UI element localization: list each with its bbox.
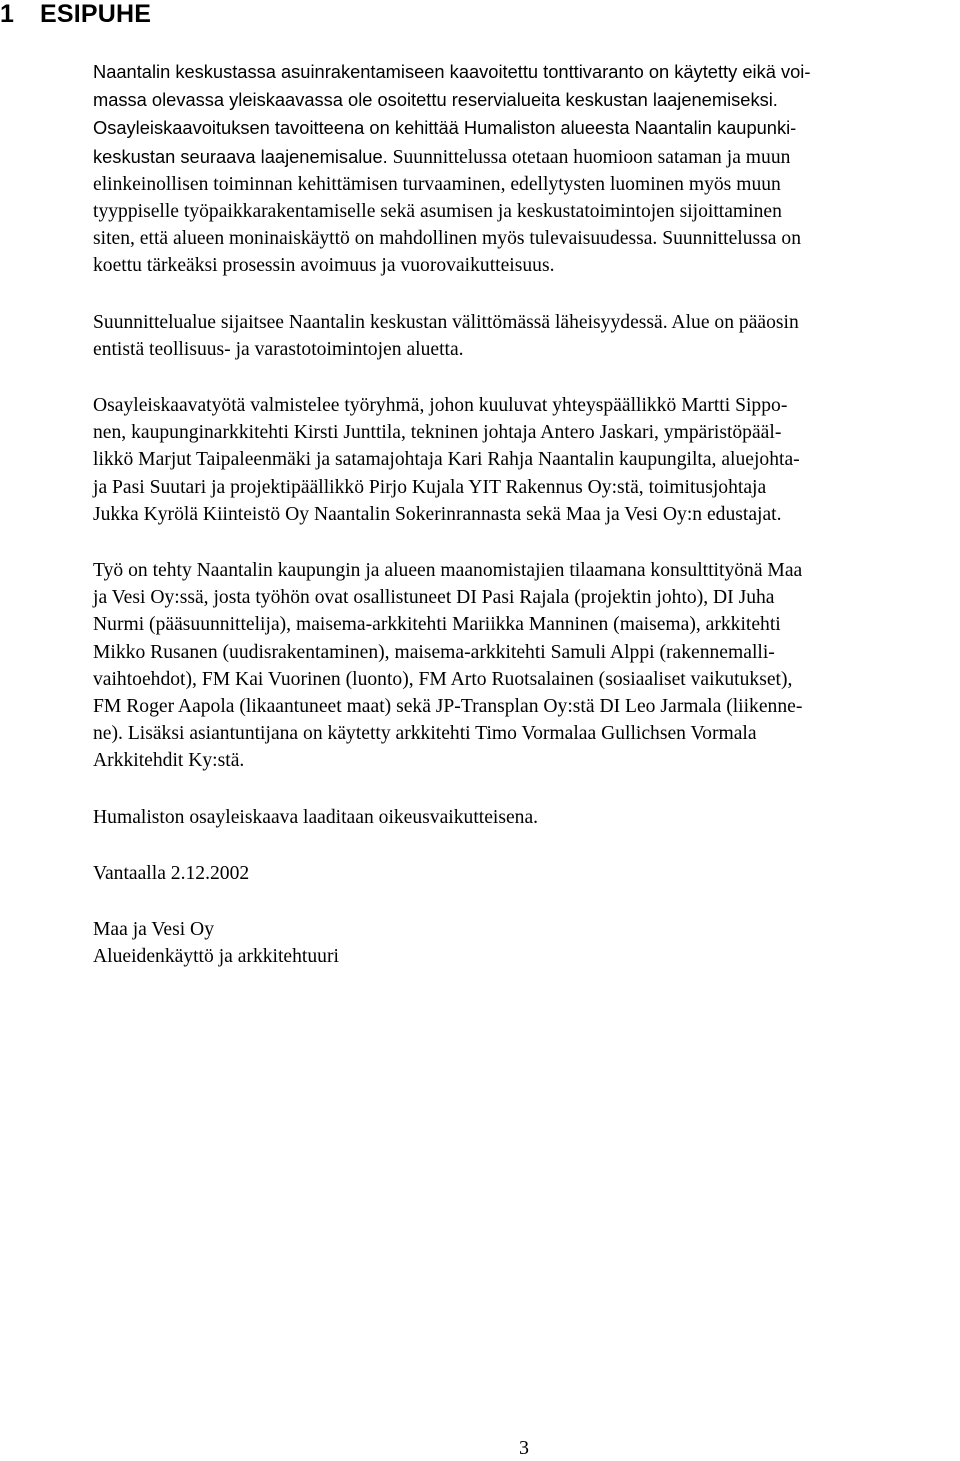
paragraph-intro-lead-text: Suunnittelussa otetaan huomioon sataman ja muun bbox=[387, 146, 791, 168]
paragraph-legal-effect: Humaliston osayleiskaava laaditaan oikeusvaikutteisena. bbox=[93, 806, 539, 828]
paragraph-consultants: Työ on tehty Naantalin kaupungin ja alueen maanomistajien tilaamana konsulttityönä Maa ja Vesi Oy:ssä, josta työhön ovat osallistuneet DI Pasi Rajala (projektin johto), DI Juha Nurmi (pääsuunnittelija), maisema-arkkitehti Mariikka Manninen (maisema), arkkitehti Mikko Rusanen (uudisrakentaminen), maisema-arkkitehti Samuli Alppi (rakennemalli- vaihtoehdot), FM Kai Vuorinen (luonto), FM Arto Ruotsalainen (sosiaaliset vaikutukset), FM Roger Aapola (likaantuneet maat) sekä JP-Transplan Oy:stä DI Leo Jarmala (liikenne- ne). Lisäksi asiantuntijana on käytetty arkkitehti Timo Vormalaa Gullichsen Vormala Arkkitehdit Ky:stä. bbox=[93, 560, 803, 772]
paragraph-intro-sans-text: Naantalin keskustassa asuinrakentamiseen kaavoitettu tonttivaranto on käytetty eikä voi- massa olevassa yleiskaavassa ole osoitettu reservialueita keskustan laajenemiseksi. Osayleiskaavoituksen tavoitteena on kehittää Humaliston alueesta Naantalin kaupunki- keskustan seuraava laajenemisalue. bbox=[93, 61, 811, 167]
signature-department: Alueidenkäyttö ja arkkitehtuuri bbox=[93, 946, 339, 968]
signature-organization: Maa ja Vesi Oy bbox=[93, 919, 214, 941]
document-body bbox=[93, 58, 959, 970]
section-title: ESIPUHE bbox=[40, 0, 152, 28]
page-number: 3 bbox=[519, 1437, 529, 1459]
section-number: 1 bbox=[0, 0, 15, 28]
paragraph-area: Suunnittelualue sijaitsee Naantalin keskustan välittömässä läheisyydessä. Alue on pääosin entistä teollisuus- ja varastotoimintojen aluetta. bbox=[93, 311, 799, 360]
paragraph-working-group: Osayleiskaavatyötä valmistelee työryhmä, johon kuuluvat yhteyspäällikkö Martti Sippo- nen, kaupunginarkkitehti Kirsti Junttila, tekninen johtaja Antero Jaskari, ympäristöpääl- likkö Marjut Taipaleenmäki ja satamajohtaja Kari Rahja Naantalin kaupungilta, aluejohta- ja Pasi Suutari ja projektipäällikkö Pirjo Kujala YIT Rakennus Oy:stä, toimitusjohtaja Jukka Kyrölä Kiinteistö Oy Naantalin Sokerinrannasta sekä Maa ja Vesi Oy:n edustajat. bbox=[93, 395, 800, 525]
paragraph-intro bbox=[93, 58, 959, 280]
section-heading bbox=[0, 0, 151, 28]
paragraph-intro-text: elinkeinollisen toiminnan kehittämisen turvaaminen, edellytysten luominen myös muun tyyppiselle työpaikkarakentamiselle sekä asumisen ja keskustatoimintojen sijoittaminen siten, että alueen moninaiskäyttö on mahdollinen myös tulevaisuudessa. Suunnittelussa on koettu tärkeäksi prosessin avoimuus ja vuorovaikutteisuus. bbox=[93, 173, 801, 277]
place-and-date: Vantaalla 2.12.2002 bbox=[93, 862, 250, 884]
